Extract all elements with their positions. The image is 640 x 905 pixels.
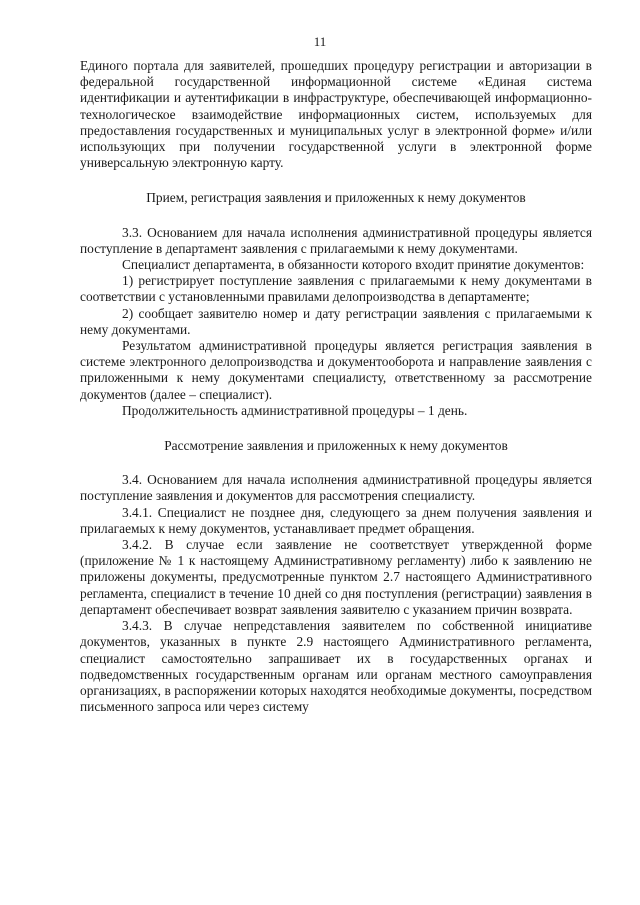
paragraph-specialist: Специалист департамента, в обязанности которого входит принятие документов: (122, 257, 585, 273)
paragraph-intro: Единого портала для заявителей, прошедших процедуру регистрации и авторизации в федеральной государственной информационной системе «Единая система идентификации и аутентификации в инфраструктуре, обеспечивающей информационно-технологическое взаимодействие информационных систем, используемых для предоставления государственных и муниципальных услуг в электронной форме» и/или использующих при получении государственной услуги в электронной форме универсальную электронную карту. (80, 58, 592, 171)
paragraph-3-4-1: 3.4.1. Специалист не позднее дня, следующего за днем получения заявления и прилагаемых к нему документов, устанавливает предмет обращения. (80, 504, 592, 536)
paragraph-3-3: 3.3. Основанием для начала исполнения административной процедуры является поступление в департамент заявления с прилагаемыми к нему документами. (80, 224, 592, 256)
section-heading-review: Рассмотрение заявления и приложенных к нему документов (164, 438, 508, 454)
paragraph-result: Результатом административной процедуры является регистрация заявления в системе электронного делопроизводства и документооборота и направление заявления с приложенными к нему документами специалисту, ответственному за рассмотрение документов (далее – специалист). (80, 338, 592, 402)
paragraph-3-4-2: 3.4.2. В случае если заявление не соответствует утвержденной форме (приложение № 1 к настоящему Административному регламенту) либо к заявлению не приложены документы, предусмотренные пунктом 2.7 настоящего Административного регламента, специалист в течение 10 дней со дня поступления (регистрации) заявления в департамент обеспечивает возврат заявления заявителю с указанием причин возврата. (80, 537, 592, 617)
section-heading-reception: Прием, регистрация заявления и приложенных к нему документов (146, 190, 526, 206)
list-item-1: 1) регистрирует поступление заявления с прилагаемыми к нему документами в соответствии с установленными правилами делопроизводства в департаменте; (80, 273, 592, 305)
page-number: 11 (313, 34, 327, 49)
paragraph-3-4-3: 3.4.3. В случае непредставления заявителем по собственной инициативе документов, указанных в пункте 2.9 настоящего Административного регламента, специалист самостоятельно запрашивает их в государственных органах и подведомственных государственным органам или органам местного самоуправления организациях, в распоряжении которых находятся необходимые документы, посредством письменного запроса или через систему (80, 618, 592, 715)
document-body (80, 58, 592, 715)
list-item-2: 2) сообщает заявителю номер и дату регистрации заявления с прилагаемыми к нему документами. (80, 305, 592, 337)
paragraph-3-4: 3.4. Основанием для начала исполнения административной процедуры является поступление заявления и документов для рассмотрения специалисту. (80, 472, 592, 504)
paragraph-duration: Продолжительность административной процедуры – 1 день. (122, 402, 468, 418)
